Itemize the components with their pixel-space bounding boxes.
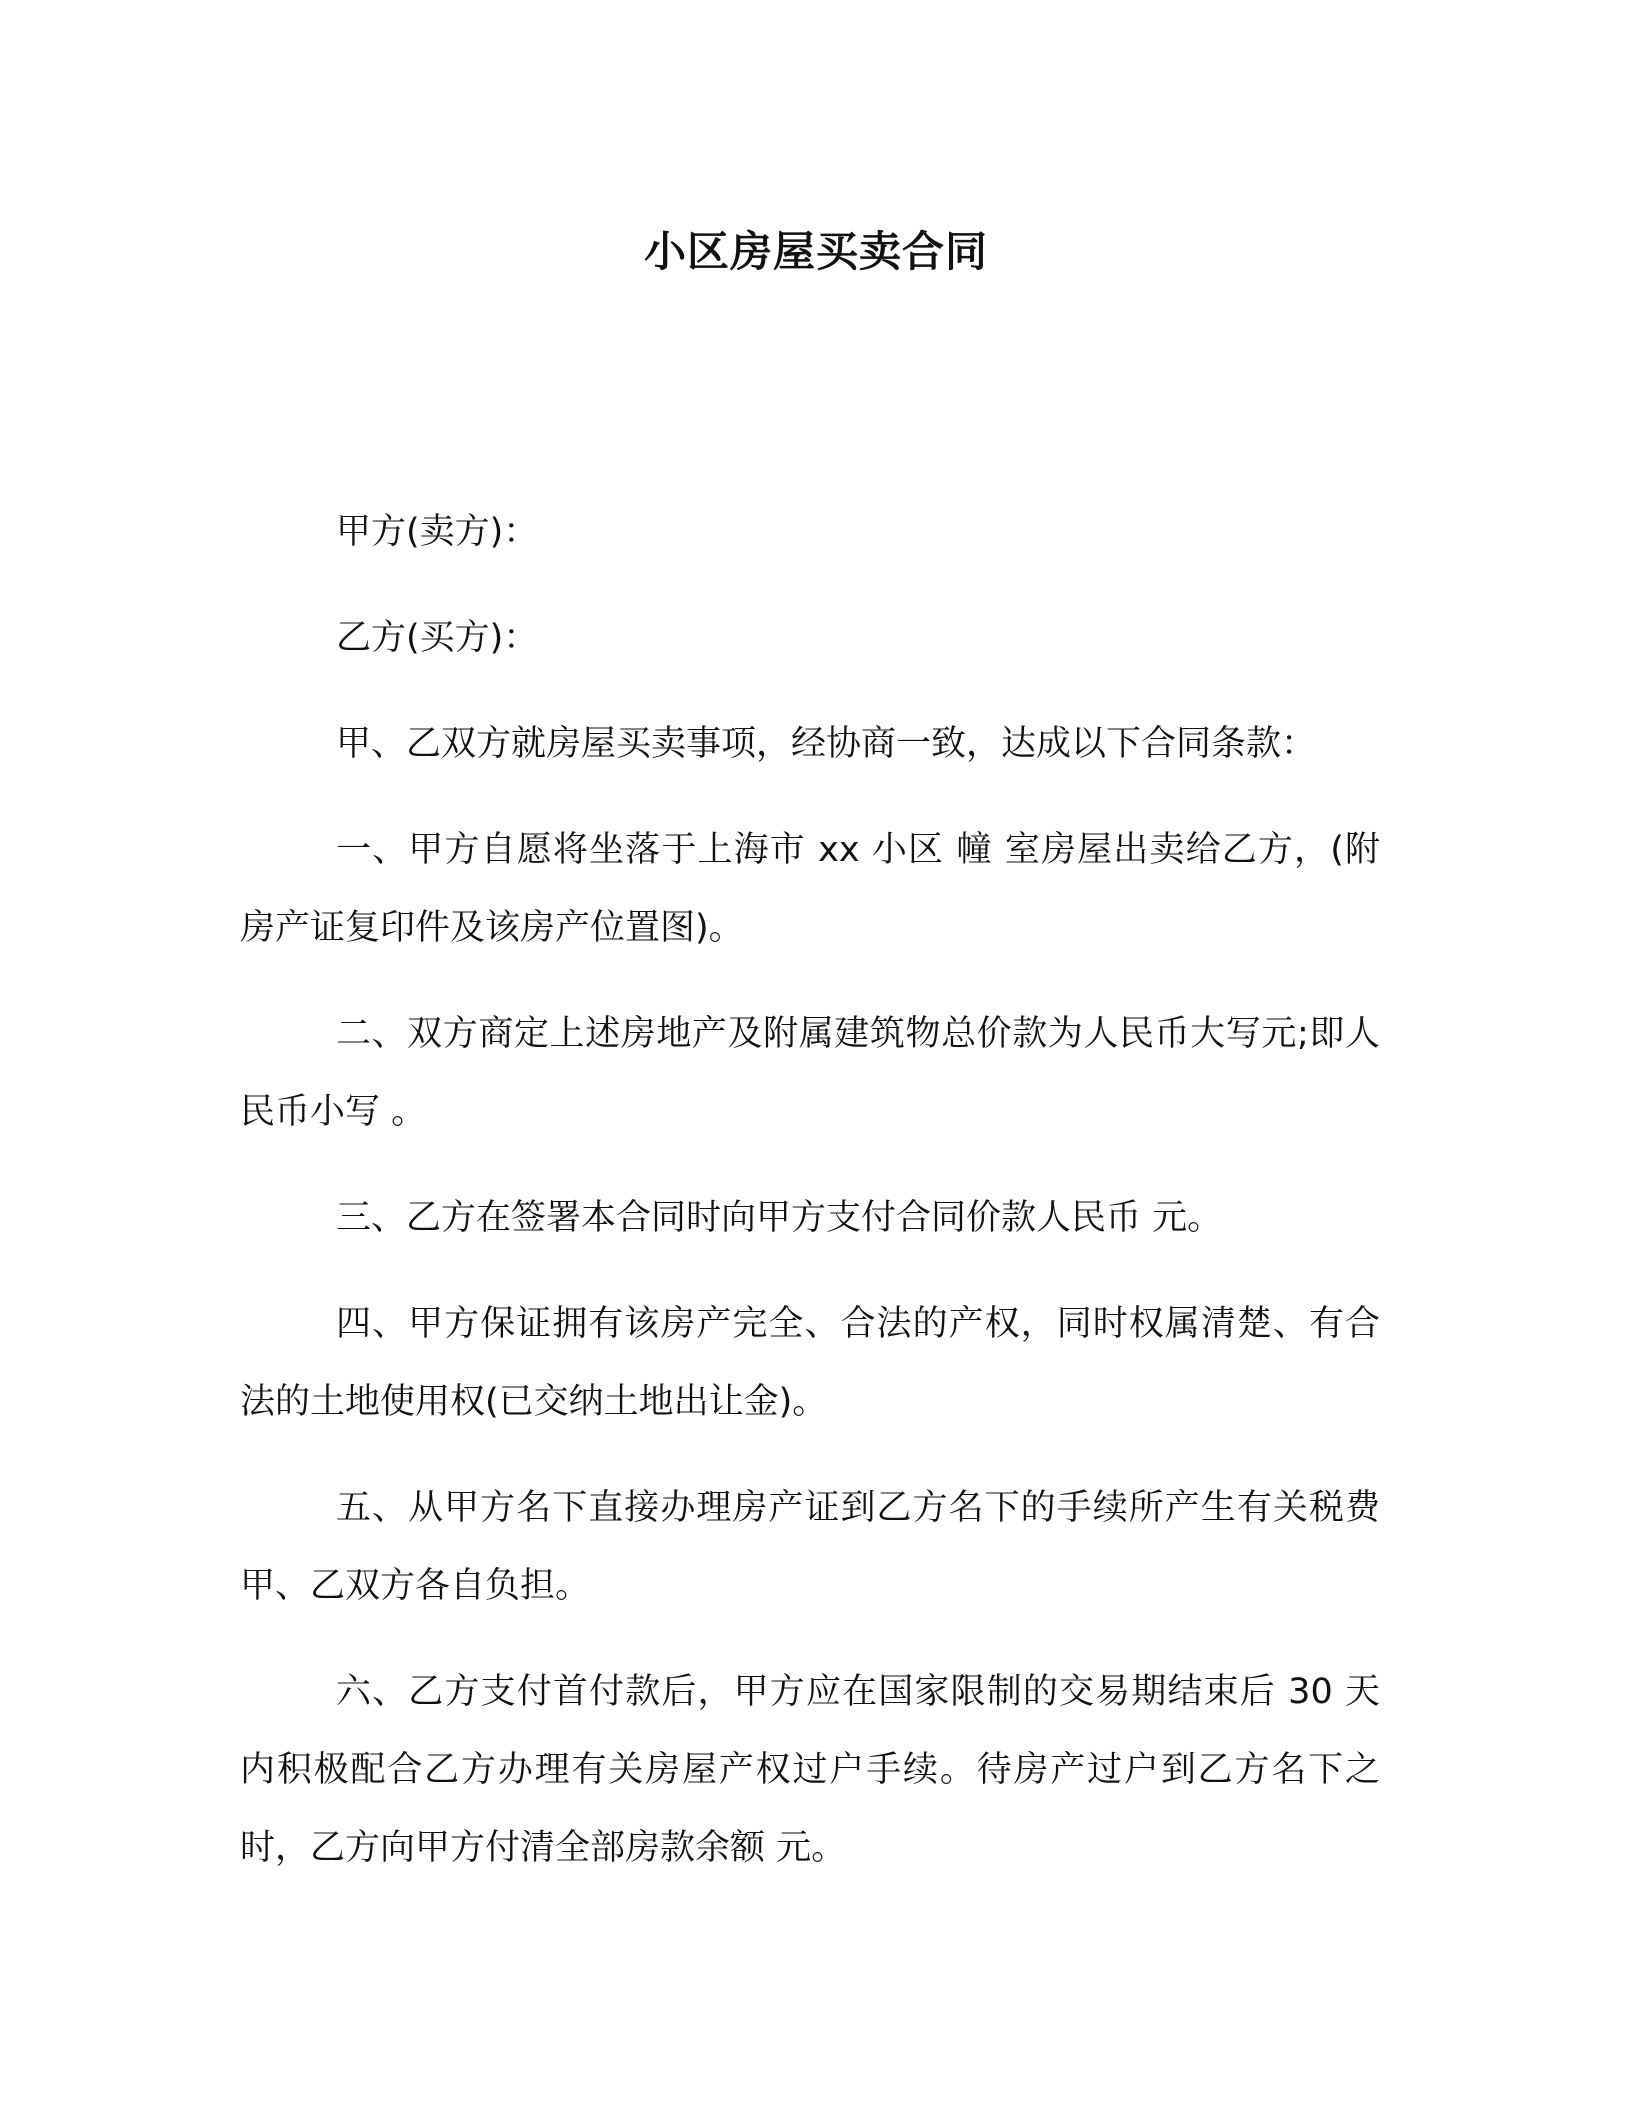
party-b-line: 乙方(买方)： [336, 618, 539, 658]
clause-1: 一、甲方自愿将坐落于上海市 xx 小区 幢 室房屋出卖给乙方，(附房产证复印件及该房产位置图)。 [240, 830, 1380, 948]
clause-3: 三、乙方在签署本合同时向甲方支付合同价款人民币 元。 [336, 1198, 1223, 1238]
clause-2: 二、双方商定上述房地产及附属建筑物总价款为人民币大写元;即人民币小写 。 [240, 1014, 1380, 1132]
contract-title: 小区房屋买卖合同 [643, 227, 988, 276]
preamble-paragraph: 甲、乙双方就房屋买卖事项，经协商一致，达成以下合同条款： [336, 724, 1317, 764]
clause-5: 五、从甲方名下直接办理房产证到乙方名下的手续所产生有关税费甲、乙双方各自负担。 [240, 1488, 1380, 1606]
clause-4: 四、甲方保证拥有该房产完全、合法的产权，同时权属清楚、有合法的土地使用权(已交纳土地出让金)。 [240, 1304, 1380, 1422]
clause-6: 六、乙方支付首付款后，甲方应在国家限制的交易期结束后 30 天内积极配合乙方办理有关房屋产权过户手续。待房产过户到乙方名下之时，乙方向甲方付清全部房款余额 元。 [240, 1672, 1380, 1868]
contract-body [240, 493, 1380, 1915]
party-a-line: 甲方(卖方)： [336, 512, 539, 552]
